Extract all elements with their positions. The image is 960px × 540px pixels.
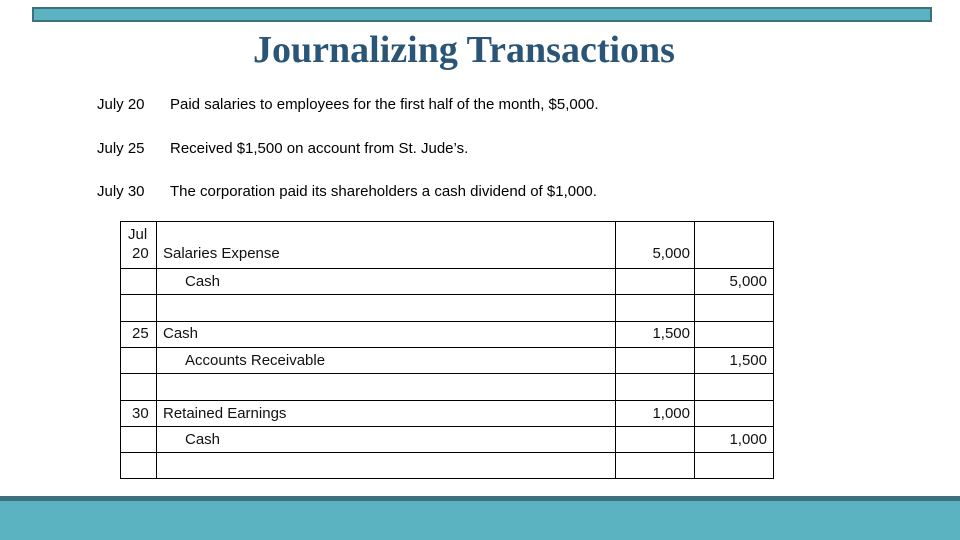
transaction-description: Paid salaries to employees for the first half of the month, $5,000. [170, 96, 599, 113]
transaction-description: Received $1,500 on account from St. Jude’s. [170, 140, 469, 157]
credit-account: Cash [185, 431, 221, 448]
grid-line [121, 268, 773, 269]
grid-line [121, 321, 773, 322]
credit-amount: 5,000 [729, 273, 767, 290]
debit-amount: 5,000 [652, 245, 690, 262]
journal-day: 30 [132, 405, 149, 422]
grid-line [121, 373, 773, 374]
debit-account: Retained Earnings [163, 405, 287, 422]
debit-account: Salaries Expense [163, 245, 280, 262]
top-accent-bar [32, 7, 932, 22]
page-title: Journalizing Transactions [253, 29, 675, 71]
debit-amount: 1,500 [652, 325, 690, 342]
grid-line [615, 222, 616, 478]
transaction-date: July 20 [97, 96, 145, 113]
general-journal-table [120, 221, 774, 479]
grid-line [121, 347, 773, 348]
grid-line [121, 452, 773, 453]
journal-day: 20 [132, 245, 149, 262]
grid-line [694, 222, 695, 478]
debit-account: Cash [163, 325, 199, 342]
bottom-accent-band [0, 496, 960, 540]
grid-line [121, 426, 773, 427]
grid-line [121, 294, 773, 295]
credit-account: Accounts Receivable [185, 352, 326, 369]
grid-line [156, 222, 157, 478]
credit-amount: 1,500 [729, 352, 767, 369]
grid-line [121, 400, 773, 401]
debit-amount: 1,000 [652, 405, 690, 422]
journal-day: 25 [132, 325, 149, 342]
credit-account: Cash [185, 273, 221, 290]
transaction-date: July 30 [97, 183, 145, 200]
transaction-description: The corporation paid its shareholders a cash dividend of $1,000. [170, 183, 597, 200]
journal-month: Jul [128, 226, 148, 243]
transaction-date: July 25 [97, 140, 145, 157]
credit-amount: 1,000 [729, 431, 767, 448]
